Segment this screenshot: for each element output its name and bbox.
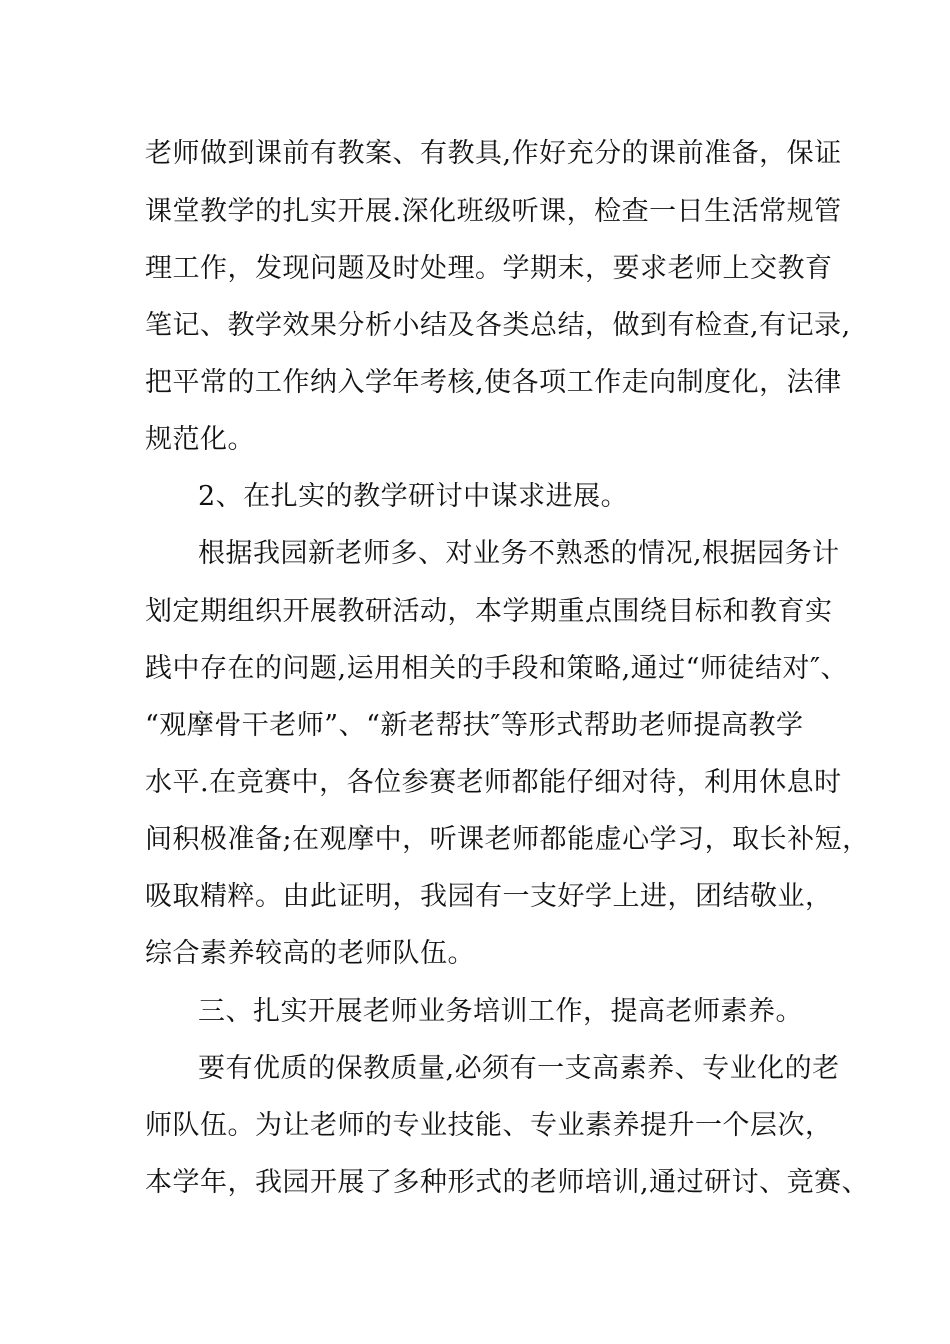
text-line: 老师做到课前有教案、有教具,作好充分的课前准备，保证 — [145, 138, 842, 169]
text-line: 吸取精粹。由此证明，我园有一支好学上进，团结敬业， — [145, 881, 833, 912]
section-heading: 三、扎实开展老师业务培训工作，提高老师素养。 — [198, 996, 803, 1027]
text-line: 根据我园新老师多、对业务不熟悉的情况,根据园务计 — [198, 538, 840, 569]
section-heading: 2、在扎实的教学研讨中谋求进展。 — [198, 481, 629, 512]
text-line: 笔记、教学效果分析小结及各类总结，做到有检查,有记录, — [145, 310, 851, 341]
text-line: 划定期组织开展教研活动，本学期重点围绕目标和教育实 — [145, 596, 833, 627]
text-line: 课堂教学的扎实开展.深化班级听课，检查一日生活常规管 — [145, 196, 842, 227]
text-line: 把平常的工作纳入学年考核,使各项工作走向制度化，法律 — [145, 367, 842, 398]
text-line: 综合素养较高的老师队伍。 — [145, 938, 475, 969]
text-line: 要有优质的保教质量,必须有一支高素养、专业化的老 — [198, 1053, 840, 1084]
text-line: 师队伍。为让老师的专业技能、专业素养提升一个层次， — [145, 1110, 833, 1141]
text-line: 规范化。 — [145, 424, 255, 455]
text-line: 理工作，发现问题及时处理。学期末，要求老师上交教育 — [145, 253, 833, 284]
text-line: 本学年，我园开展了多种形式的老师培训,通过研讨、竞赛、 — [145, 1167, 870, 1198]
text-line: “观摩骨干老师”、“新老帮扶″等形式帮助老师提高教学 — [145, 710, 804, 741]
text-line: 水平.在竞赛中，各位参赛老师都能仔细对待，利用休息时 — [145, 767, 842, 798]
text-line: 间积极准备;在观摩中，听课老师都能虚心学习，取长补短， — [145, 824, 870, 855]
text-line: 践中存在的问题,运用相关的手段和策略,通过“师徒结对″、 — [145, 653, 849, 684]
